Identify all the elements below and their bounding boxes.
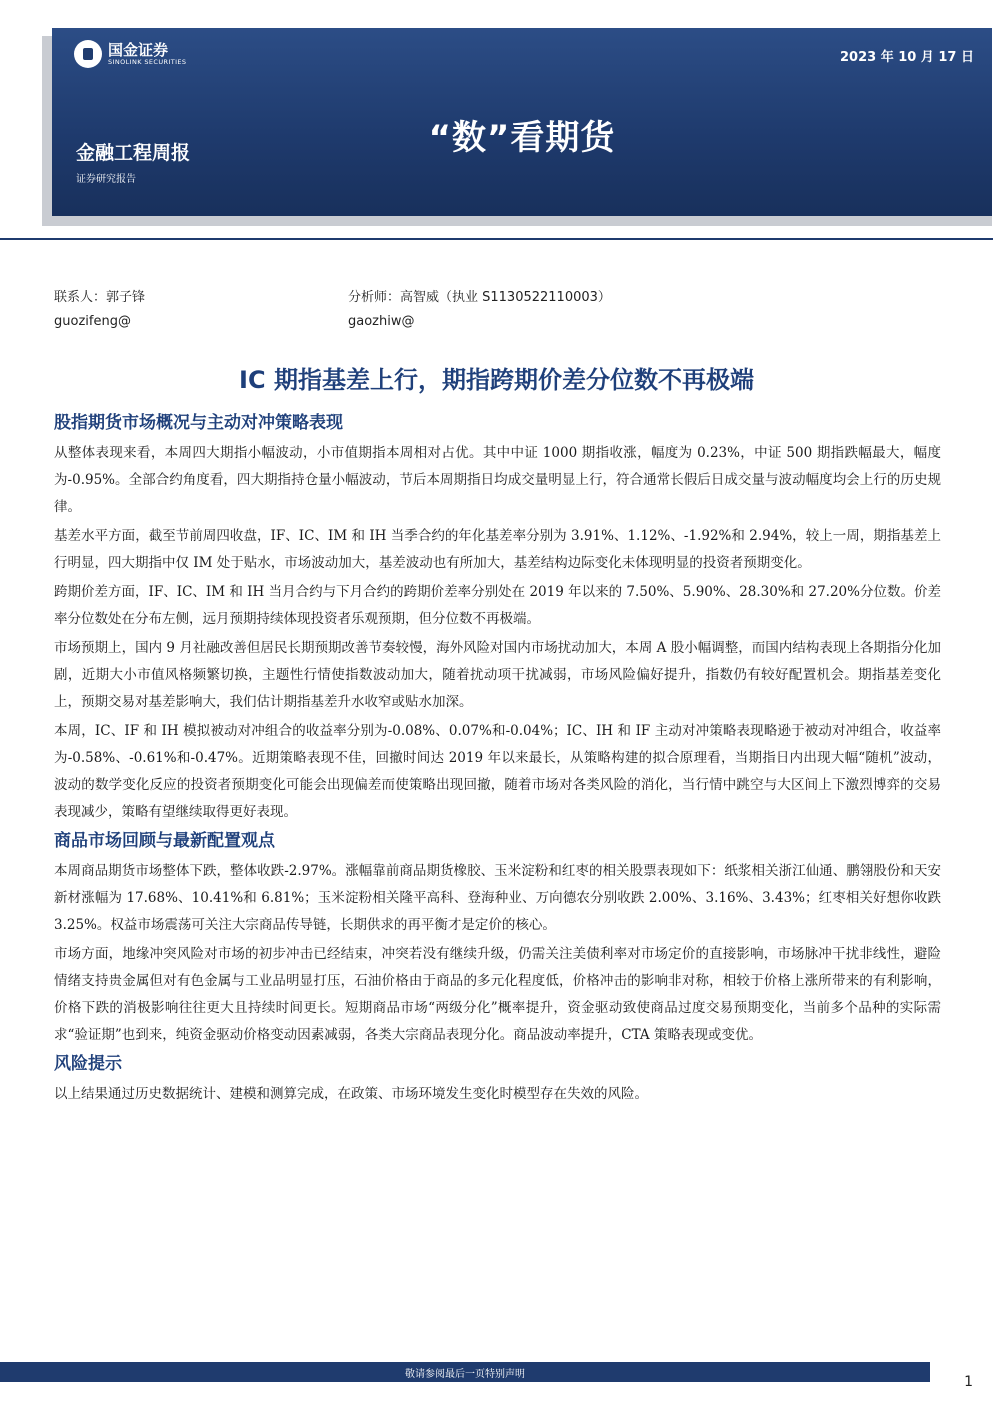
- paragraph: 本周商品期货市场整体下跌，整体收跌-2.97%。涨幅靠前商品期货橡胶、玉米淀粉和红枣的相关股票表现如下：纸浆相关浙江仙通、鹏翎股份和天安新材涨幅为 17.68%、10.41%和 6.81%；玉米淀粉相关隆平高科、登海种业、万向德农分别收跌 2.00%、3.16%、3.43%；红枣相关好想你收跌 3.25%。权益市场震荡可关注大宗商品传导链，长期供求的再平衡才是定价的核心。: [54, 863, 941, 933]
- logo-name-en: SINOLINK SECURITIES: [108, 57, 187, 66]
- section-heading-commodity: 商品市场回顾与最新配置观点: [54, 831, 275, 851]
- paragraph: 以上结果通过历史数据统计、建模和测算完成，在政策、市场环境发生变化时模型存在失效的风险。: [54, 1086, 648, 1102]
- paragraph: 基差水平方面，截至节前周四收盘，IF、IC、IM 和 IH 当季合约的年化基差率分别为 3.91%、1.12%、-1.92%和 2.94%，较上一周，期指基差上行明显，四大期指中仅 IM 处于贴水，市场波动加大，基差波动也有所加大，基差结构边际变化未体现明显的投资者预期变化。: [54, 528, 941, 571]
- logo-name-cn: 国金证券: [108, 40, 169, 59]
- paragraph: 本周，IC、IF 和 IH 模拟被动对冲组合的收益率分别为-0.08%、0.07%和-0.04%；IC、IH 和 IF 主动对冲策略表现略逊于被动对冲组合，收益率为-0.58%、-0.61%和-0.47%。近期策略表现不佳，回撤时间达 2019 年以来最长，从策略构建的拟合原理看，当期指日内出现大幅“随机”波动，波动的数学变化反应的投资者预期变化可能会出现偏差而使策略出现回撤，随着市场对各类风险的消化，当行情中跳空与大区间上下激烈博弈的交易表现减少，策略有望继续取得更好表现。: [54, 723, 941, 820]
- contact-email: guozifeng@: [54, 314, 131, 329]
- header-banner: [52, 28, 992, 216]
- report-date: 2023 年 10 月 17 日: [840, 50, 974, 65]
- paragraph: 市场方面，地缘冲突风险对市场的初步冲击已经结束，冲突若没有继续升级，仍需关注美债利率对市场定价的直接影响，市场脉冲干扰非线性，避险情绪支持贵金属但对有色金属与工业品明显打压，石油价格由于商品的多元化程度低，价格冲击的影响非对称，相较于价格上涨所带来的有利影响，价格下跌的消极影响往往更大且持续时间更长。短期商品市场“两级分化”概率提升，资金驱动致使商品过度交易预期变化，当前多个品种的实际需求“验证期”也到来，纯资金驱动价格变动因素减弱，各类大宗商品表现分化。商品波动率提升，CTA 策略表现或变优。: [54, 946, 941, 1043]
- paragraph: 市场预期上，国内 9 月社融改善但居民长期预期改善节奏较慢，海外风险对国内市场扰动加大，本周 A 股小幅调整，而国内结构表现上各期指分化加剧，近期大小市值风格频繁切换，主题性行情使指数波动加大，随着扰动项干扰减弱，市场风险偏好提升，指数仍有较好配置机会。期指基差变化上，预期交易对基差影响大，我们估计期指基差升水收窄或贴水加深。: [54, 640, 941, 710]
- section-heading-risk: 风险提示: [54, 1054, 122, 1074]
- section-heading-index-futures: 股指期货市场概况与主动对冲策略表现: [54, 413, 343, 433]
- contact-person: 联系人：郭子锋: [54, 290, 146, 305]
- paragraph: 跨期价差方面，IF、IC、IM 和 IH 当月合约与下月合约的跨期价差率分别处在 2019 年以来的 7.50%、5.90%、28.30%和 27.20%分位数。价差率分位数处在分布左侧，远月预期持续体现投资者乐观预期，但分位数不再极端。: [54, 584, 941, 627]
- report-title: “数”看期货: [428, 118, 616, 158]
- company-logo: [74, 40, 186, 68]
- header-divider: [0, 238, 993, 240]
- analyst-email: gaozhiw@: [348, 314, 415, 329]
- footer-disclaimer: 敬请参阅最后一页特别声明: [405, 1369, 525, 1380]
- page-number: 1: [964, 1374, 973, 1390]
- paragraph: 从整体表现来看，本周四大期指小幅波动，小市值期指本周相对占优。其中中证 1000 期指收涨，幅度为 0.23%，中证 500 期指跌幅最大，幅度为-0.95%。全部合约角度看，四大期指持仓量小幅波动，节后本周期指日均成交量明显上行，符合通常长假后日成交量与波动幅度均会上行的历史规律。: [54, 445, 941, 515]
- analyst-info: 分析师：高智威（执业 S1130522110003）: [348, 290, 611, 305]
- main-headline: IC 期指基差上行，期指跨期价差分位数不再极端: [239, 366, 754, 394]
- logo-icon: [74, 40, 102, 68]
- report-body: [54, 410, 941, 1110]
- report-subtype: 证券研究报告: [76, 174, 136, 185]
- report-type: 金融工程周报: [76, 142, 191, 164]
